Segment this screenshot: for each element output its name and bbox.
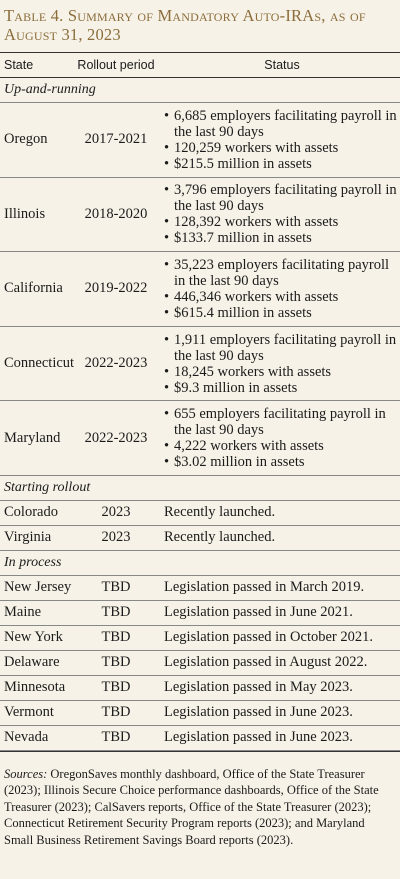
period-cell: TBD — [101, 654, 131, 671]
table-row — [0, 327, 400, 402]
table-header-row — [0, 52, 400, 78]
table-row — [0, 601, 400, 626]
state-cell: New York — [4, 629, 63, 646]
period-cell: TBD — [101, 579, 131, 596]
table-row — [0, 526, 400, 551]
period-cell: TBD — [101, 679, 131, 696]
sources-label: Sources: — [4, 766, 48, 781]
state-cell: Colorado — [4, 504, 58, 521]
state-cell: New Jersey — [4, 579, 72, 596]
status-list — [164, 182, 400, 246]
period-cell: 2022-2023 — [84, 355, 148, 372]
status-bullet: • 128,392 workers with assets — [164, 214, 400, 230]
status-cell — [160, 182, 400, 246]
status-bullet: • $133.7 million in assets — [164, 230, 400, 246]
status-cell — [160, 332, 400, 396]
status-cell: Legislation passed in June 2023. — [164, 729, 353, 746]
period-cell: 2018-2020 — [84, 205, 148, 222]
state-cell: Maryland — [4, 429, 61, 446]
status-bullet: • $215.5 million in assets — [164, 156, 400, 172]
table-row — [0, 501, 400, 526]
table-row — [0, 676, 400, 701]
table-row — [0, 252, 400, 327]
status-bullet: • 446,346 workers with assets — [164, 289, 400, 305]
status-list — [164, 332, 400, 396]
status-list — [164, 108, 400, 172]
status-bullet: • 35,223 employers facilitating payroll in the last 90 days — [164, 257, 400, 289]
sources-text: OregonSaves monthly dashboard, Office of the State Treasurer (2023); Illinois Secure Choice performance dashboards, Office of the State Treasurer (2023); CalSavers reports, Office of the State Treasurer (2023); Connecticut Retirement Security Program reports (2023); and Maryland Small Business Retirement Savings Board reports (2023). — [4, 766, 379, 847]
status-list — [164, 406, 400, 470]
table-row — [0, 701, 400, 726]
header-status: Status — [264, 58, 300, 72]
status-cell: Legislation passed in June 2021. — [164, 604, 353, 621]
state-cell: Connecticut — [4, 355, 75, 372]
status-bullet: • $9.3 million in assets — [164, 380, 400, 396]
status-list — [164, 257, 400, 321]
table-row — [0, 401, 400, 476]
table-row — [0, 178, 400, 253]
period-cell: TBD — [101, 604, 131, 621]
header-state: State — [4, 58, 34, 72]
state-cell: Maine — [4, 604, 42, 621]
status-cell: Legislation passed in March 2019. — [164, 579, 365, 596]
state-cell: Vermont — [4, 704, 54, 721]
header-rollout: Rollout period — [77, 58, 155, 72]
period-cell: 2023 — [101, 504, 131, 521]
state-cell: Oregon — [4, 131, 48, 148]
state-cell: Illinois — [4, 205, 46, 222]
status-bullet: • 18,245 workers with assets — [164, 364, 400, 380]
table-row — [0, 626, 400, 651]
status-cell: Legislation passed in October 2021. — [164, 629, 373, 646]
status-cell: Recently launched. — [164, 504, 276, 521]
period-cell: 2019-2022 — [84, 280, 148, 297]
status-bullet: • $615.4 million in assets — [164, 305, 400, 321]
table-row — [0, 103, 400, 178]
state-cell: Minnesota — [4, 679, 66, 696]
table-title: Table 4. Summary of Mandatory Auto-IRAs, as of August 31, 2023 — [4, 6, 366, 44]
period-cell: TBD — [101, 704, 131, 721]
table-row — [0, 651, 400, 676]
state-cell: California — [4, 280, 63, 297]
status-cell — [160, 108, 400, 172]
period-cell: TBD — [101, 729, 131, 746]
status-cell — [160, 406, 400, 470]
state-cell: Virginia — [4, 529, 52, 546]
title-block — [0, 0, 400, 52]
status-bullet: • 4,222 workers with assets — [164, 438, 400, 454]
state-cell: Delaware — [4, 654, 60, 671]
sources-note — [0, 751, 400, 849]
status-cell: Legislation passed in August 2022. — [164, 654, 368, 671]
section-header-process: In process — [0, 551, 400, 576]
starting-rows — [0, 501, 400, 551]
status-bullet: • 1,911 employers facilitating payroll in the last 90 days — [164, 332, 400, 364]
status-bullet: • 655 employers facilitating payroll in the last 90 days — [164, 406, 400, 438]
table-row — [0, 576, 400, 601]
auto-ira-table — [0, 52, 400, 751]
status-bullet: • 120,259 workers with assets — [164, 140, 400, 156]
section-header-starting: Starting rollout — [0, 476, 400, 501]
period-cell: 2017-2021 — [84, 131, 148, 148]
status-cell: Recently launched. — [164, 529, 276, 546]
section-header-running: Up-and-running — [0, 78, 400, 103]
process-rows — [0, 576, 400, 751]
status-cell — [160, 257, 400, 321]
status-cell: Legislation passed in June 2023. — [164, 704, 353, 721]
status-bullet: • 6,685 employers facilitating payroll in the last 90 days — [164, 108, 400, 140]
running-rows — [0, 103, 400, 476]
period-cell: 2022-2023 — [84, 429, 148, 446]
status-bullet: • 3,796 employers facilitating payroll in the last 90 days — [164, 182, 400, 214]
period-cell: TBD — [101, 629, 131, 646]
status-cell: Legislation passed in May 2023. — [164, 679, 353, 696]
table-row — [0, 726, 400, 751]
period-cell: 2023 — [101, 529, 131, 546]
state-cell: Nevada — [4, 729, 49, 746]
status-bullet: • $3.02 million in assets — [164, 454, 400, 470]
